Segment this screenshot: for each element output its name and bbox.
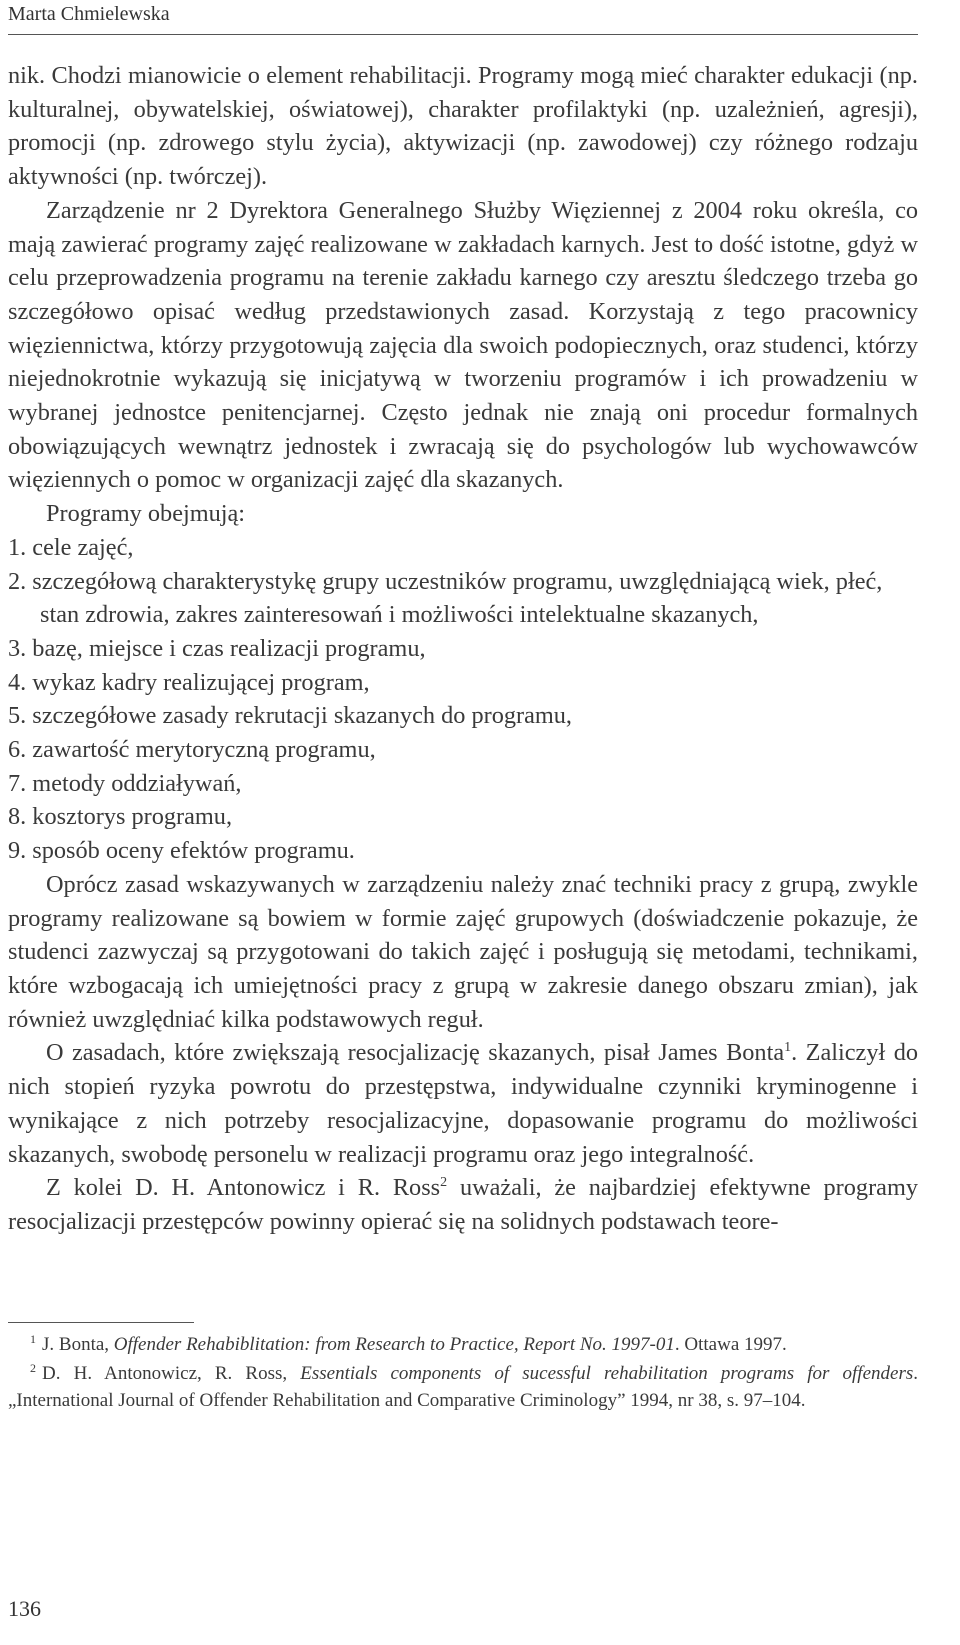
paragraph-list-intro: Programy obejmują:	[46, 500, 246, 528]
page-number: 136	[8, 1596, 41, 1621]
program-contents-list	[8, 531, 918, 868]
footnote-title: Essentials components of sucessful rehabilitation programs for offenders	[300, 1363, 914, 1384]
footnote-number: 1	[30, 1332, 36, 1346]
paragraph-5	[8, 1036, 918, 1171]
footnote-text: J. Bonta,	[42, 1334, 114, 1355]
footnote-2	[8, 1360, 918, 1414]
paragraph-1: nik. Chodzi mianowicie o element rehabilitacji. Programy mogą mieć charakter edukacji (np. kulturalnej, obywatelskiej, oświatowej), charakter profilaktyki (np. uzależnień, agresji), promocji (np. zdrowego stylu życia), aktywizacji (np. zawodowej) czy różnego rodzaju aktywności (np. twórczej).	[8, 62, 918, 191]
paragraph-6-text-end: uważali, że najbardziej efektywne programy resocjalizacji przestępców powinny opierać się na solidnych podstawach teore-	[8, 1174, 918, 1235]
list-item: 6. zawartość merytoryczną programu,	[8, 736, 376, 764]
list-item: 9. sposób oceny efektów programu.	[8, 837, 355, 865]
list-item: 7. metody oddziaływań,	[8, 769, 242, 797]
list-item: 2. szczegółową charakterystykę grupy uczestników programu, uwzględniającą wiek, płeć, stan zdrowia, zakres zainteresowań i możliwości intelektualne skazanych,	[8, 567, 883, 629]
list-item: 3. bazę, miejsce i czas realizacji programu,	[8, 634, 426, 662]
list-item: 1. cele zajęć,	[8, 533, 134, 561]
list-item: 5. szczegółowe zasady rekrutacji skazanych do programu,	[8, 702, 572, 730]
paragraph-5-text-end: . Zaliczył do nich stopień ryzyka powrotu do przestępstwa, indywidualne czynniki kryminogenne i wynikające z nich potrzeby resocjalizacyjne, dopasowanie programu do możliwości skazanych, swobodę personelu w realizacji programu oraz jego integralność.	[8, 1039, 918, 1168]
list-item: 8. kosztorys programu,	[8, 803, 233, 831]
footnote-title: Offender Rehabiblitation: from Research to Practice, Report No. 1997-01	[113, 1334, 675, 1355]
paragraph-5-text-start: O zasadach, które zwiększają resocjalizację skazanych, pisał James Bonta	[46, 1039, 785, 1067]
footnote-1	[8, 1331, 918, 1358]
header-divider	[8, 34, 918, 35]
paragraph-6	[8, 1171, 918, 1238]
footnote-ref-1[interactable]: 1	[784, 1040, 792, 1056]
footnote-number: 2	[30, 1361, 36, 1375]
paragraph-6-text-start: Z kolei D. H. Antonowicz i R. Ross	[46, 1174, 441, 1202]
paragraph-4: Oprócz zasad wskazywanych w zarządzeniu należy znać techniki pracy z grupą, zwykle programy realizowane są bowiem w formie zajęć grupowych (doświadczenie pokazuje, że studenci zazwyczaj są przygotowani do takich zajęć i posługują się metodami, technikami, które wzbogacają ich umiejętności pracy z grupą w zakresie danego obszaru zmian), jak również uwzględniać kilka podstawowych reguł.	[8, 870, 918, 1033]
body-text	[8, 59, 918, 1239]
footnotes	[8, 1331, 918, 1416]
footnote-text: D. H. Antonowicz, R. Ross,	[42, 1363, 301, 1384]
footnote-text: . Ottawa 1997.	[674, 1334, 787, 1355]
paragraph-2: Zarządzenie nr 2 Dyrektora Generalnego Służby Więziennej z 2004 roku określa, co mają zawierać programy zajęć realizowane w zakładach karnych. Jest to dość istotne, gdyż w celu przeprowadzenia programu na terenie zakładu karnego czy aresztu śledczego trzeba go szczegółowo opisać według przedstawionych zasad. Korzystają z tego pracownicy więziennictwa, którzy przygotowują zajęcia dla swoich podopiecznych, oraz studenci, którzy niejednokrotnie wykazują się inicjatywą w tworzeniu programów i ich prowadzeniu w wybranej jednostce penitencjarnej. Często jednak nie znają oni procedur formalnych obowiązujących wewnątrz jednostek i zwracają się do psychologów lub wychowawców więziennych o pomoc w organizacji zajęć dla skazanych.	[8, 196, 918, 494]
footnote-divider	[8, 1322, 194, 1323]
list-item: 4. wykaz kadry realizującej program,	[8, 668, 370, 696]
footnote-ref-2[interactable]: 2	[440, 1175, 448, 1191]
running-header-author: Marta Chmielewska	[8, 3, 170, 25]
footnote-text: . „International Journal of Offender Rehabilitation and Comparative Criminology” 1994, nr 38, s. 97–104.	[8, 1363, 918, 1411]
